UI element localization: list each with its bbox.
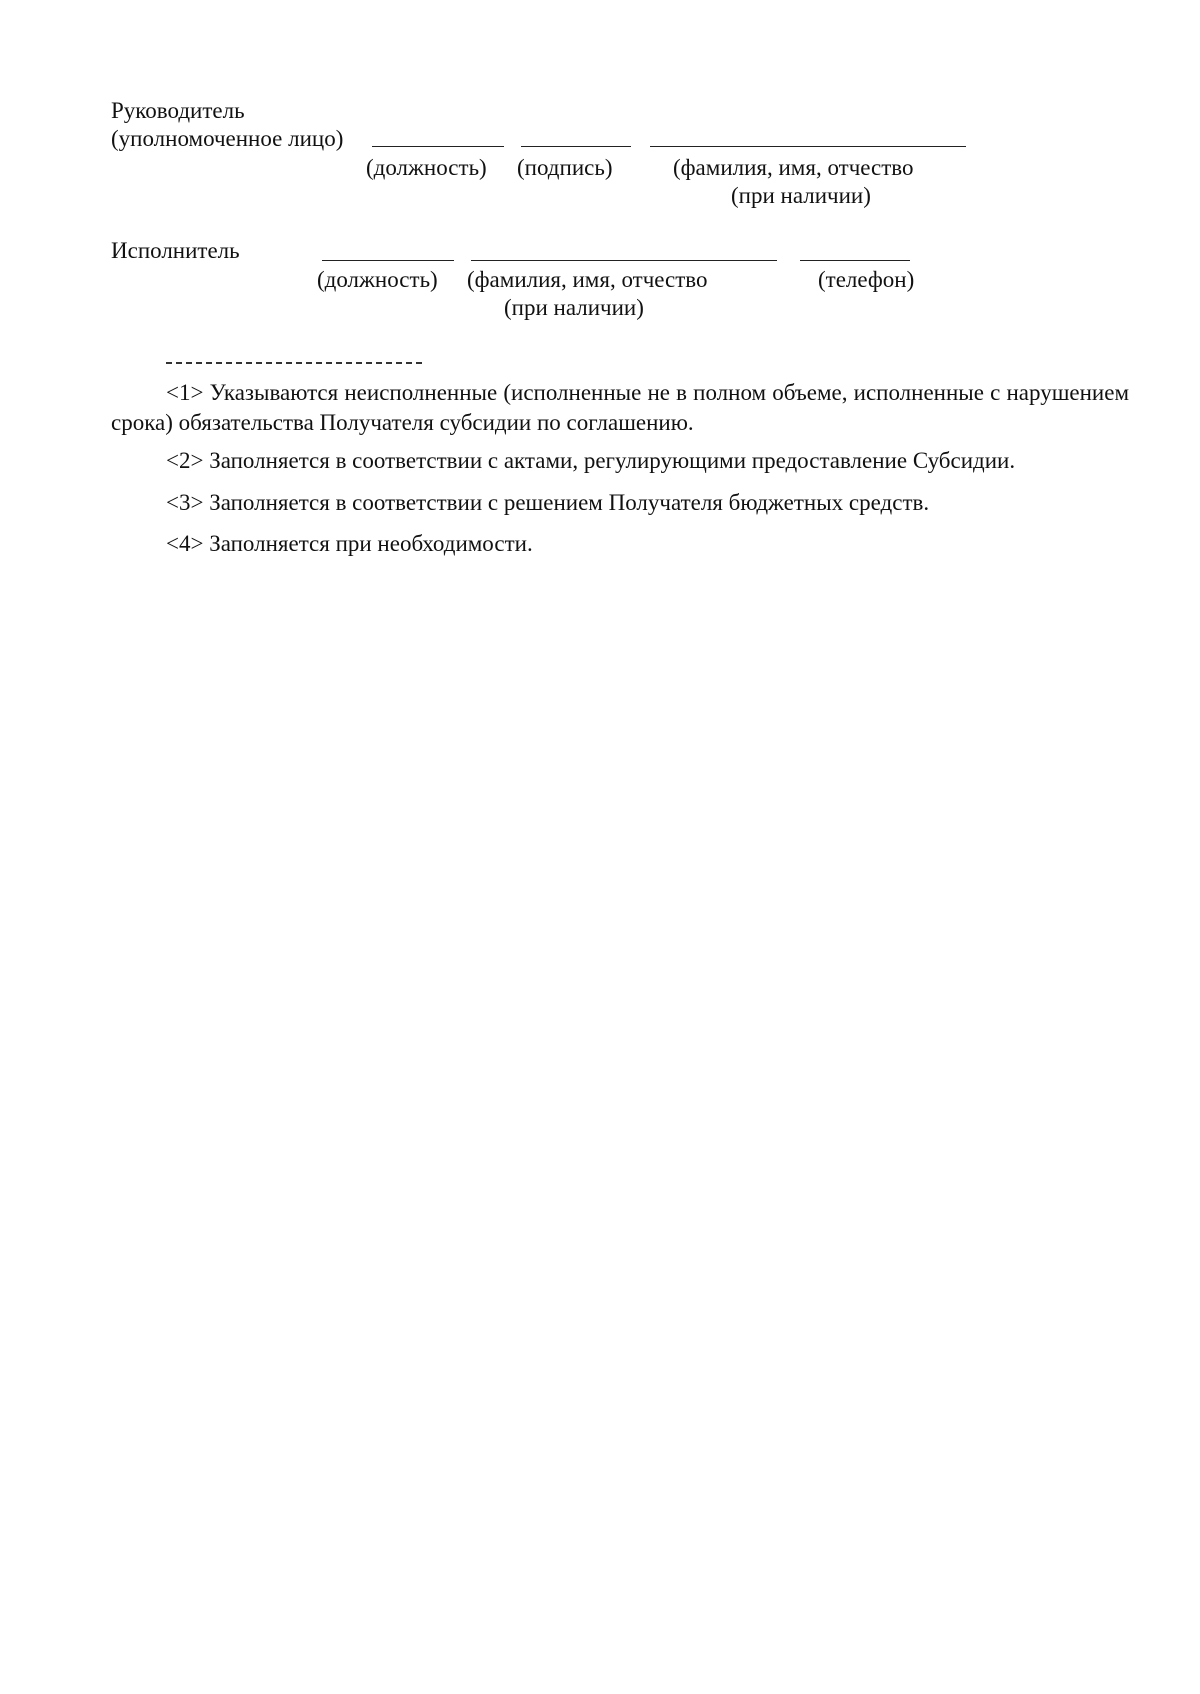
head-name-caption: (фамилия, имя, отчество <box>673 155 914 180</box>
footnote-separator <box>166 362 422 364</box>
executor-name-line <box>471 260 777 261</box>
executor-name-caption-optional: (при наличии) <box>504 295 644 320</box>
head-signature-caption: (подпись) <box>517 155 613 180</box>
footnote-1: <1> Указываются неисполненные (исполненные не в полном объеме, исполненные с нарушением срока) обязательства Получателя субсидии по соглашению. <box>111 380 1129 435</box>
head-label: Руководитель <box>111 98 245 123</box>
executor-position-line <box>322 260 454 261</box>
head-name-line <box>650 146 966 147</box>
executor-position-caption: (должность) <box>317 267 438 292</box>
executor-name-caption: (фамилия, имя, отчество <box>467 267 708 292</box>
footnote-2: <2> Заполняется в соответствии с актами, регулирующими предоставление Субсидии. <box>166 448 1016 473</box>
executor-phone-line <box>800 260 910 261</box>
head-signature-line <box>521 146 631 147</box>
executor-phone-caption: (телефон) <box>818 267 915 292</box>
head-position-line <box>372 146 504 147</box>
footnote-3: <3> Заполняется в соответствии с решением Получателя бюджетных средств. <box>166 490 930 515</box>
head-name-caption-optional: (при наличии) <box>731 183 871 208</box>
executor-label: Исполнитель <box>111 238 240 263</box>
footnote-4: <4> Заполняется при необходимости. <box>166 531 533 556</box>
head-label-authorized: (уполномоченное лицо) <box>111 126 344 151</box>
head-position-caption: (должность) <box>366 155 487 180</box>
